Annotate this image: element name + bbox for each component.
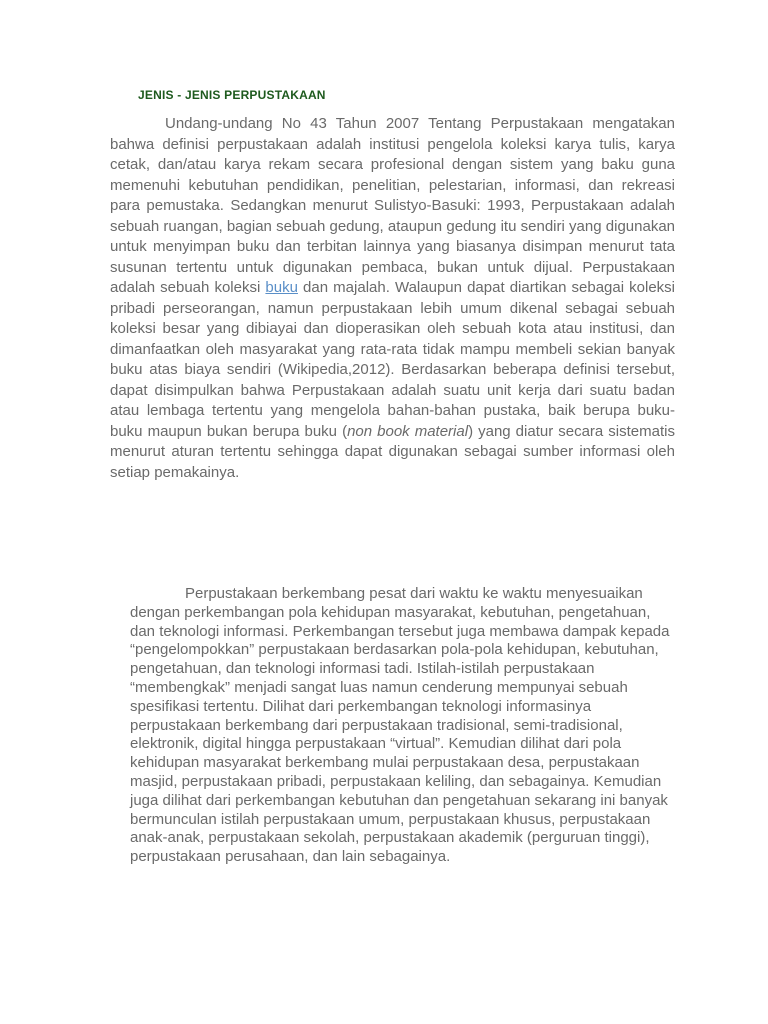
buku-link[interactable]: buku bbox=[265, 279, 298, 296]
paragraph-definition bbox=[110, 114, 675, 483]
paragraph-development: Perpustakaan berkembang pesat dari waktu ke waktu menyesuaikan dengan perkembangan pola kehidupan masyarakat, kebutuhan, pengetahuan, dan teknologi informasi. Perkembangan tersebut juga membawa dampak kepada “pengelompokkan” perpustakaan berdasarkan pola-pola kehidupan, kebutuhan, pengetahuan, dan teknologi informasi tadi. Istilah-istilah perpustakaan “membengkak” menjadi sangat luas namun cenderung mempunyai sebuah spesifikasi tertentu. Dilihat dari perkembangan teknologi informasinya perpustakaan berkembang dari perpustakaan tradisional, semi-tradisional, elektronik, digital hingga perpustakaan “virtual”. Kemudian dilihat dari pola kehidupan masyarakat berkembang mulai perpustakaan desa, perpustakaan masjid, perpustakaan pribadi, perpustakaan keliling, dan sebagainya. Kemudian juga dilihat dari perkembangan kebutuhan dan pengetahuan sekarang ini banyak bermunculan istilah perpustakaan umum, perpustakaan khusus, perpustakaan anak-anak, perpustakaan sekolah, perpustakaan akademik (perguruan tinggi), perpustakaan perusahaan, dan lain sebagainya. bbox=[130, 585, 670, 866]
non-book-material-term: non book material bbox=[347, 422, 469, 440]
paragraph-definition-text-a: Undang-undang No 43 Tahun 2007 Tentang Perpustakaan mengatakan bahwa definisi perpustakaan adalah institusi pengelola koleksi karya tulis, karya cetak, dan/atau karya rekam secara profesional dengan sistem yang baku guna memenuhi kebutuhan pendidikan, penelitian, pelestarian, informasi, dan rekreasi para pemustaka. Sedangkan menurut Sulistyo-Basuki: 1993, Perpustakaan adalah sebuah ruangan, bagian sebuah gedung, ataupun gedung itu sendiri yang digunakan untuk menyimpan buku dan terbitan lainnya yang biasanya disimpan menurut tata susunan tertentu untuk digunakan pembaca, bukan untuk dijual. Perpustakaan adalah sebuah koleksi bbox=[110, 115, 675, 296]
paragraph-definition-text-b: dan majalah. Walaupun dapat diartikan sebagai koleksi pribadi perseorangan, namun perpustakaan lebih umum dikenal sebagai sebuah koleksi besar yang dibiayai dan dioperasikan oleh sebuah kota atau institusi, dan dimanfaatkan oleh masyarakat yang rata-rata tidak mampu membeli sekian banyak buku atas biaya sendiri (Wikipedia,2012). Berdasarkan beberapa definisi tersebut, dapat disimpulkan bahwa Perpustakaan adalah suatu unit kerja dari suatu badan atau lembaga tertentu yang mengelola bahan-bahan pustaka, baik berupa buku-buku maupun bukan berupa buku ( bbox=[110, 279, 676, 440]
page-title: JENIS - JENIS PERPUSTAKAAN bbox=[138, 88, 326, 102]
paragraph-definition-text-c: ) yang diatur secara sistematis menurut aturan tertentu sehingga dapat digunakan sebagai sumber informasi oleh setiap pemakainya. bbox=[110, 422, 675, 481]
